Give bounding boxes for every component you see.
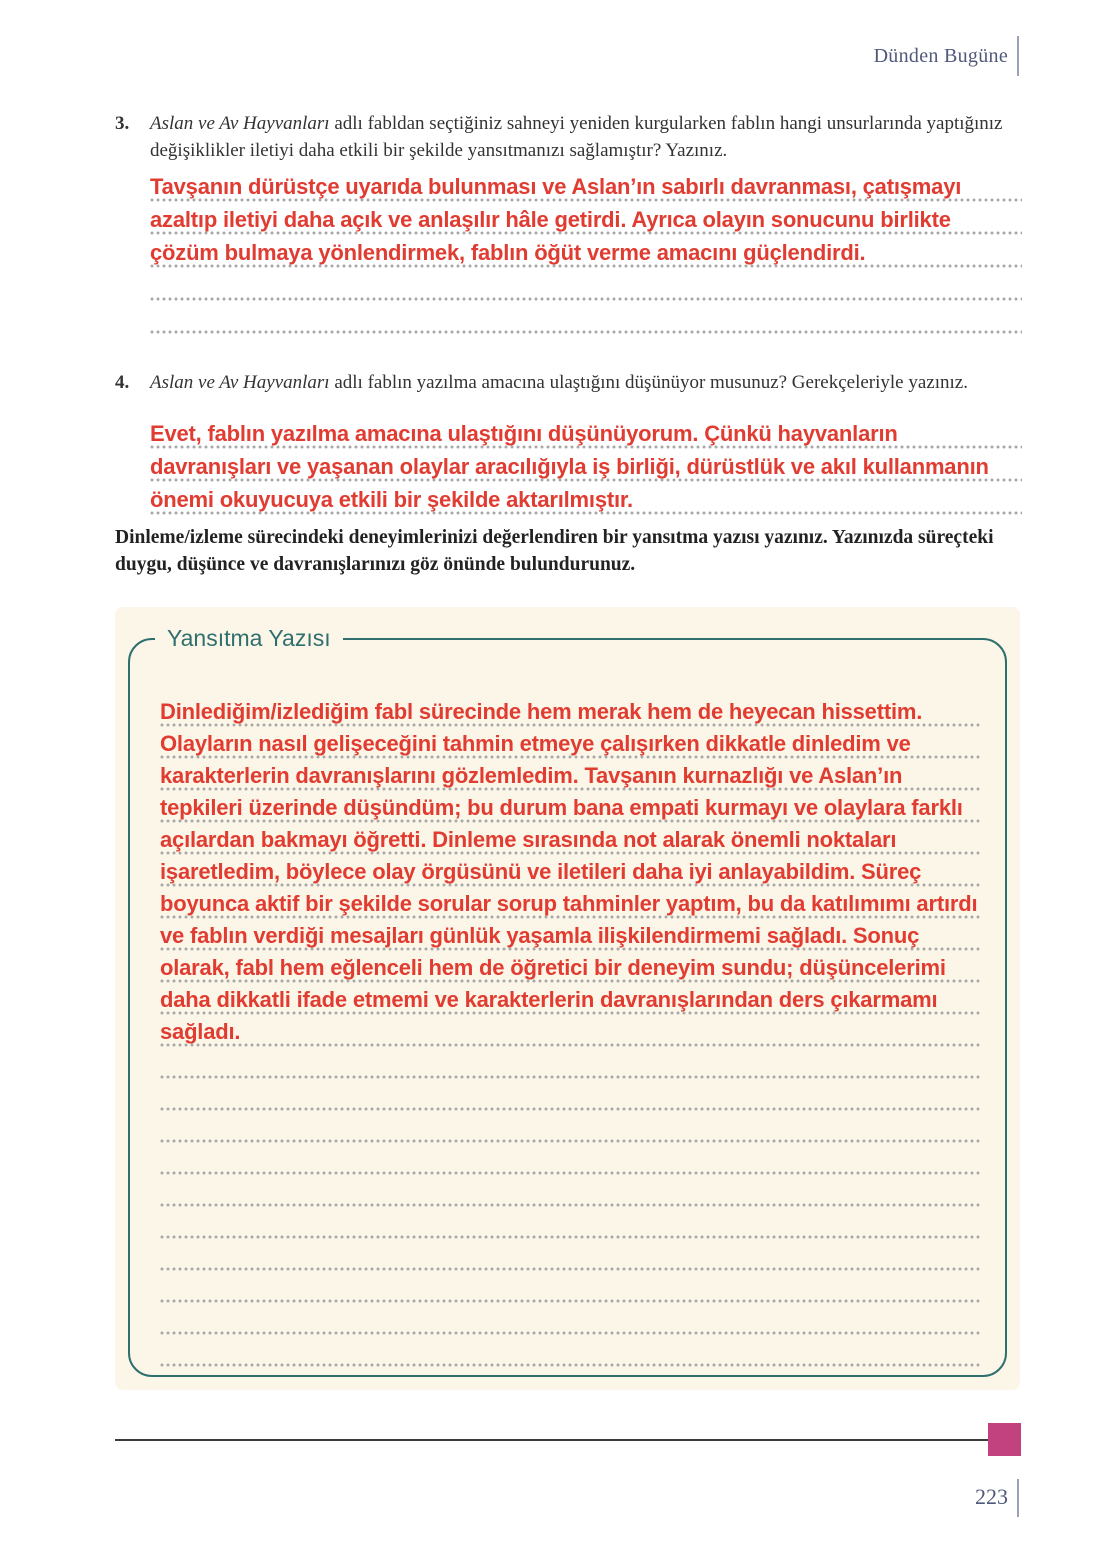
reflection-box	[115, 607, 1020, 1390]
question-3-book-title: Aslan ve Av Hayvanları	[150, 113, 330, 134]
page-header-title: Dünden Bugüne	[873, 45, 1008, 67]
question-3-answer: Tavşanın dürüstçe uyarıda bulunması ve Aslan’ın sabırlı davranması, çatışmayı azaltıp iletiyi daha açık ve anlaşılır hâle getirdi. Ayrıca olayın sonucunu birlikte çözüm bulmaya yönlendirmek, fablın öğüt verme amacını güçlendirdi.	[150, 170, 1022, 335]
question-3-text	[150, 110, 1022, 164]
reflection-instruction: Dinleme/izleme sürecindeki deneyimlerinizi değerlendiren bir yansıtma yazısı yazınız. Yazınızda süreçteki duygu, düşünce ve davranışlarınızı göz önünde bulundurunuz.	[115, 527, 994, 575]
page-number-divider	[1017, 1479, 1019, 1517]
footer-rule	[115, 1439, 988, 1441]
page-number: 223	[975, 1484, 1008, 1509]
question-4-number: 4.	[115, 372, 130, 393]
reflection-answer: Dinlediğim/izlediğim fabl sürecinde hem merak hem de heyecan hissettim. Olayların nasıl gelişeceğini tahmin etmeye çalışırken dikkatle dinledim ve karakterlerin davranışlarını gözlemledim. Tavşanın kurnazlığı ve Aslan’ın tepkileri üzerinde düşündüm; bu durum bana empati kurmayı ve olaylara farklı açılardan bakmayı öğretti. Dinleme sırasında not alarak önemli noktaları işaretledim, böylece olay örgüsünü ve iletileri daha iyi anlayabildim. Süreç boyunca aktif bir şekilde sorular sorup tahminler yaptım, bu da katılımımı artırdı ve fablın verdiği mesajları günlük yaşamla ilişkilendirmemi sağladı. Sonuç olarak, fabl hem eğlenceli hem de öğretici bir deneyim sundu; düşüncelerimi daha dikkatli ifade etmemi ve karakterlerin davranışlarından ders çıkarmamı sağladı.	[160, 696, 980, 1368]
question-4-book-title: Aslan ve Av Hayvanları	[150, 372, 330, 393]
question-4-text	[150, 369, 1022, 396]
reflection-box-label: Yansıtma Yazısı	[155, 624, 343, 652]
question-4-answer: Evet, fablın yazılma amacına ulaştığını düşünüyorum. Çünkü hayvanların davranışları ve yaşanan olaylar aracılığıyla iş birliği, dürüstlük ve akıl kullanmanın önemi okuyucuya etkili bir şekilde aktarılmıştır.	[150, 417, 1022, 516]
header-divider	[1017, 36, 1019, 76]
question-4-body: adlı fablın yazılma amacına ulaştığını düşünüyor musunuz? Gerekçeleriyle yazınız.	[329, 372, 968, 393]
question-3-number: 3.	[115, 113, 130, 134]
question-3-body: adlı fabldan seçtiğiniz sahneyi yeniden kurgularken fablın hangi unsurlarında yaptığınız değişiklikler iletiyi daha etkili bir şekilde yansıtmanızı sağlamıştır? Yazınız.	[150, 113, 1003, 161]
footer-accent-square	[988, 1423, 1021, 1456]
